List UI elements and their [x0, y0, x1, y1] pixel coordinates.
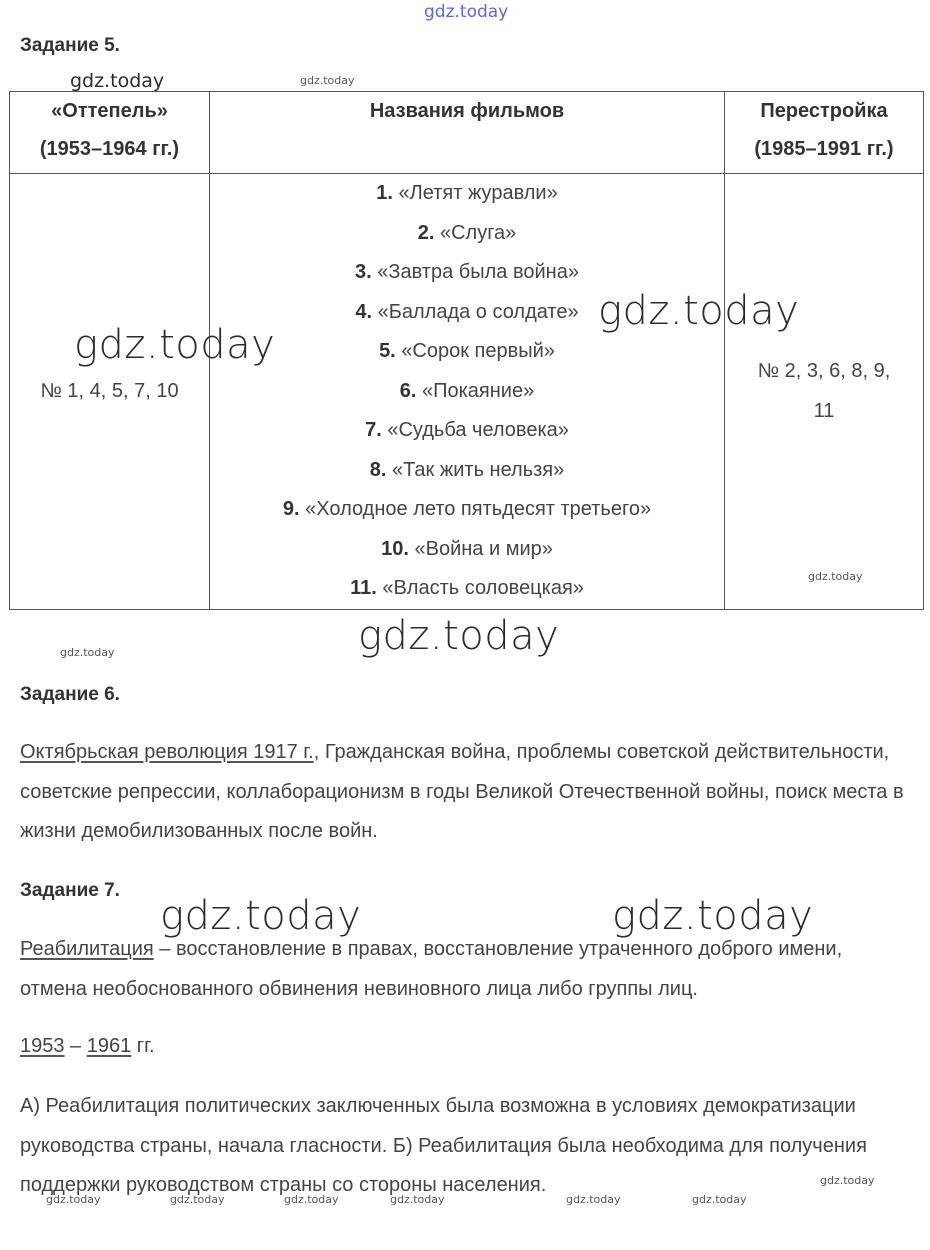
film-number: 2. — [417, 221, 435, 244]
thaw-films-numbers: № 1, 4, 5, 7, 10 — [40, 380, 179, 403]
years-dash: – — [64, 1035, 87, 1057]
task5-title: Задание 5. — [20, 35, 120, 56]
task6-rest: , Гражданская война, проблемы советской действительности, советские репрессии, коллаборационизм в годы Великой Отечественной войны, поиск места в жизни демобилизованных после войн. — [20, 741, 904, 842]
task7-definition-text: – восстановление в правах, восстановление утраченного доброго имени, отмена необоснованного обвинения невиновного лица либо группы лиц. — [20, 938, 843, 1000]
film-item — [210, 451, 724, 491]
watermark-small-8: gdz.today — [390, 1193, 445, 1206]
watermark-top: gdz.today — [424, 2, 509, 22]
film-title: «Летят журавли» — [398, 182, 558, 204]
header-thaw-name: «Оттепель» — [51, 100, 168, 122]
task7-title: Задание 7. — [20, 880, 120, 901]
film-number: 9. — [282, 498, 300, 520]
film-item — [210, 411, 724, 451]
film-item — [210, 372, 724, 412]
watermark-small-11: gdz.today — [820, 1174, 875, 1187]
film-title: «Война и мир» — [414, 537, 553, 560]
film-item — [210, 332, 724, 372]
film-title: «Покаяние» — [422, 379, 535, 402]
film-title: «Баллада о солдате» — [377, 300, 579, 323]
watermark-small-5: gdz.today — [46, 1193, 101, 1206]
film-number: 5. — [379, 340, 396, 362]
watermark-big-1: gdz.today — [74, 322, 276, 368]
film-title: «Сорок первый» — [401, 340, 555, 362]
film-title: «Судьба человека» — [387, 419, 569, 441]
watermark-big-3: gdz.today — [358, 613, 560, 659]
film-item — [210, 490, 724, 530]
years-suffix: гг. — [131, 1035, 155, 1057]
header-thaw-years: (1953–1964 гг.) — [39, 138, 180, 160]
film-title: «Завтра была война» — [377, 261, 579, 283]
film-number: 1. — [376, 182, 393, 204]
film-title: «Власть соловецкая» — [382, 577, 584, 599]
table-body-row — [10, 174, 924, 610]
film-title: «Холодное лето пятьдесят третьего» — [305, 498, 652, 520]
year-start: 1953 — [20, 1035, 65, 1057]
watermark-small-4: gdz.today — [60, 646, 115, 659]
film-item — [210, 174, 724, 214]
film-number: 4. — [355, 300, 373, 323]
watermark-small-6: gdz.today — [170, 1193, 225, 1206]
watermark-big-5: gdz.today — [612, 893, 814, 939]
watermark-small-9: gdz.today — [566, 1193, 621, 1206]
watermark-small-10: gdz.today — [692, 1193, 747, 1206]
watermark-small-7: gdz.today — [284, 1193, 339, 1206]
thaw-films-cell — [10, 174, 210, 610]
header-films-label: Названия фильмов — [369, 100, 565, 122]
header-thaw — [10, 92, 210, 174]
film-title: «Слуга» — [439, 221, 517, 244]
watermark-small-1: gdz.today — [70, 70, 165, 92]
film-number: 7. — [365, 419, 382, 441]
watermark-big-2: gdz.today — [598, 288, 800, 334]
task6-title: Задание 6. — [20, 684, 120, 705]
films-list-cell — [210, 174, 725, 610]
films-list — [210, 174, 724, 609]
task7-answer: А) Реабилитация политических заключенных была возможна в условиях демократизации руководства страны, начала гласности. Б) Реабилитация была необходима для получения поддержки руководством страны со стороны населения. — [20, 1095, 867, 1196]
perestroika-films-cell — [725, 174, 924, 610]
task6-underlined: Октябрьская революция 1917 г. — [20, 741, 314, 763]
header-perestroika-years: (1985–1991 гг.) — [754, 138, 894, 160]
film-item — [210, 214, 724, 254]
task6-text — [20, 733, 910, 852]
film-item — [210, 530, 724, 570]
task7-years — [20, 1027, 910, 1067]
year-end: 1961 — [86, 1035, 132, 1057]
perestroika-films-line1: № 2, 3, 6, 8, 9, — [757, 360, 891, 383]
film-number: 8. — [369, 458, 387, 481]
film-title: «Так жить нельзя» — [391, 458, 565, 481]
watermark-small-2: gdz.today — [300, 74, 355, 87]
table-header-row — [10, 92, 924, 174]
header-perestroika — [725, 92, 924, 174]
task7-term: Реабилитация — [20, 938, 154, 960]
watermark-big-4: gdz.today — [160, 893, 362, 939]
film-item — [210, 569, 724, 609]
film-number: 3. — [355, 261, 372, 283]
film-number: 11. — [350, 577, 377, 599]
perestroika-films-line2: 11 — [813, 400, 835, 423]
film-number: 6. — [399, 379, 417, 402]
header-perestroika-name: Перестройка — [760, 100, 888, 122]
film-number: 10. — [381, 537, 409, 560]
task7-definition — [20, 930, 910, 1009]
film-item — [210, 253, 724, 293]
header-films — [210, 92, 725, 174]
watermark-small-3: gdz.today — [808, 570, 863, 583]
